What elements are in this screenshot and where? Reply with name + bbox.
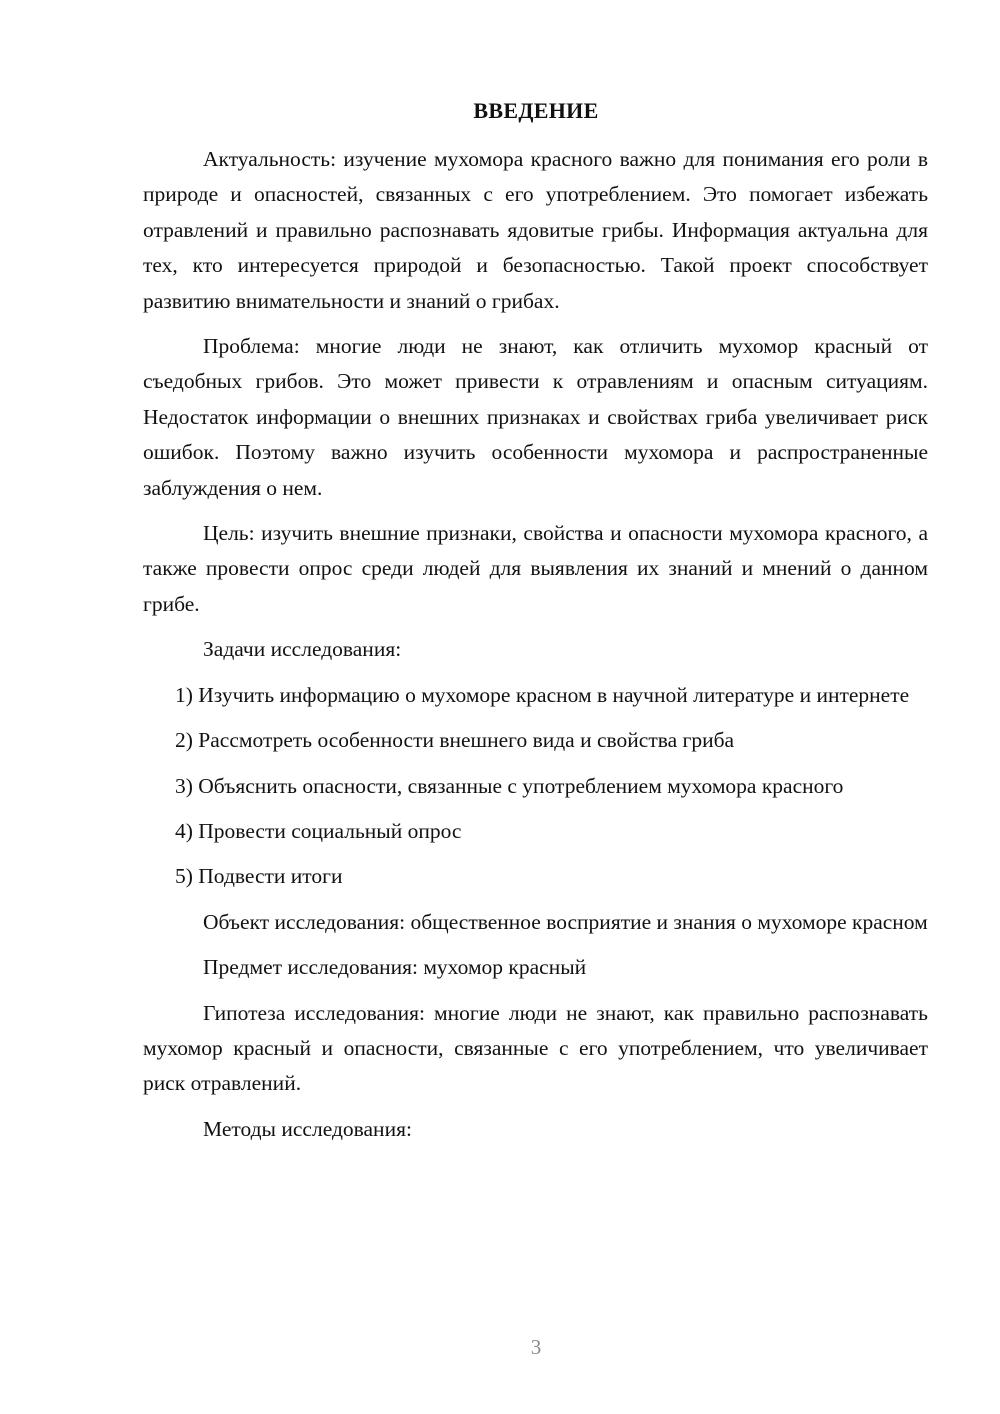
task-item-4: 4) Провести социальный опрос — [175, 818, 462, 843]
task-item-5: 5) Подвести итоги — [175, 864, 343, 889]
paragraph-goal: Цель: изучить внешние признаки, свойства и опасности мухомора красного, а также провести опрос среди людей для выявления их знаний и мнений о данном грибе. — [143, 521, 928, 616]
paragraph-hypothesis: Гипотеза исследования: многие люди не знают, как правильно распознавать мухомор красный и опасности, связанные с его употреблением, что увеличивает риск отравлений. — [143, 1000, 928, 1096]
methods-heading: Методы исследования: — [203, 1116, 412, 1141]
paragraph-subject: Предмет исследования: мухомор красный — [203, 955, 587, 980]
tasks-heading: Задачи исследования: — [203, 637, 402, 662]
task-item-3: 3) Объяснить опасности, связанные с употреблением мухомора красного — [175, 773, 844, 798]
task-item-1: 1) Изучить информацию о мухоморе красном в научной литературе и интернете — [175, 682, 910, 707]
paragraph-object: Объект исследования: общественное восприятие и знания о мухоморе красном — [203, 909, 928, 934]
task-item-2: 2) Рассмотреть особенности внешнего вида и свойства гриба — [175, 728, 735, 753]
paragraph-problem: Проблема: многие люди не знают, как отличить мухомор красный от съедобных грибов. Это может привести к отравлениям и опасным ситуациям. Недостаток информации о внешних признаках и свойствах гриба увеличивает риск ошибок. Поэтому важно изучить особенности мухомора и распространенные заблуждения о нем. — [143, 334, 928, 500]
page-number: 3 — [530, 1335, 542, 1359]
section-title: ВВЕДЕНИЕ — [473, 98, 599, 123]
paragraph-relevance: Актуальность: изучение мухомора красного важно для понимания его роли в природе и опасностей, связанных с его употреблением. Это помогает избежать отравлений и правильно распознавать ядовитые грибы. Информация актуальна для тех, кто интересуется природой и безопасностью. Такой проект способствует развитию внимательности и знаний о грибах. — [143, 147, 928, 313]
body-text — [143, 142, 928, 1157]
